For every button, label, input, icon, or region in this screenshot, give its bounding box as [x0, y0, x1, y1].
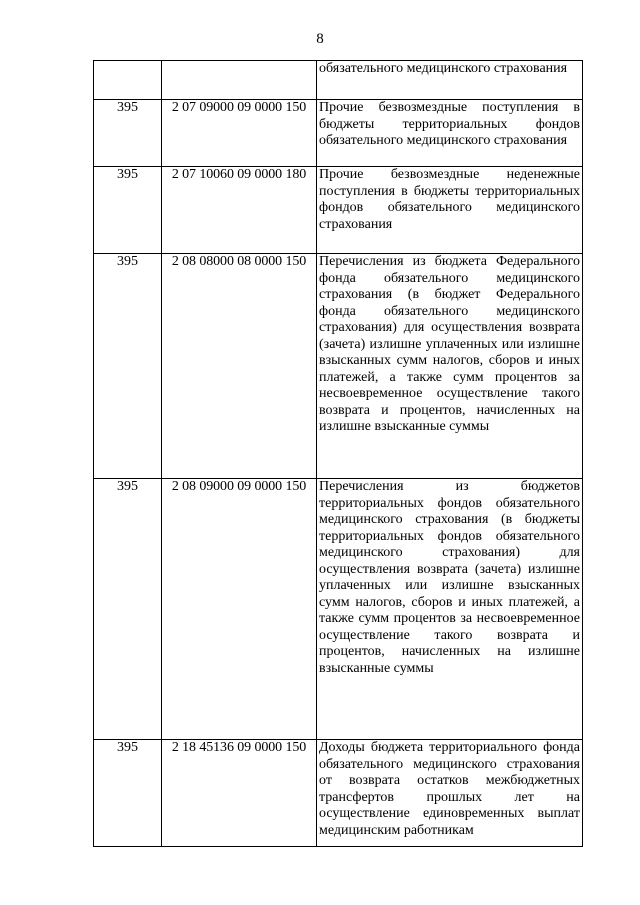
income-name-cell: [317, 61, 583, 100]
income-name-cell: [317, 254, 583, 479]
income-name-text: Прочие безвозмездные поступления в бюджеты территориальных фондов обязательного медицинского страхования: [319, 100, 580, 148]
income-name-text: Доходы бюджета территориального фонда обязательного медицинского страхования от возврата остатков межбюджетных трансфертов прошлых лет на осуществление единовременных выплат медицинским работникам: [319, 740, 580, 838]
income-name-text: Прочие безвозмездные неденежные поступления в бюджеты территориальных фондов обязательного медицинского страхования: [319, 167, 580, 232]
page-number: 8: [316, 31, 324, 47]
income-name-cell: [317, 740, 583, 847]
income-name-cell: [317, 167, 583, 254]
income-name-text: Перечисления из бюджета Федерального фонда обязательного медицинского страхования (в бюджет Федерального фонда обязательного медицинского страхования) для осуществления возврата (зачета) излишне уплаченных или излишне взысканных сумм налогов, сборов и иных платежей, а также сумм процентов за несвоевременное осуществление такого возврата и процентов, начисленных на излишне взысканные суммы: [319, 254, 580, 434]
table-row: [94, 167, 583, 254]
admin-code-cell: 395: [94, 740, 162, 847]
table-row: [94, 254, 583, 479]
admin-code-cell: 395: [94, 254, 162, 479]
admin-code-cell: 395: [94, 100, 162, 167]
income-name-text: обязательного медицинского страхования: [319, 61, 568, 76]
table-row: [94, 61, 583, 100]
admin-code-cell: [94, 61, 162, 100]
table-row: [94, 100, 583, 167]
budget-code-cell: 2 08 08000 08 0000 150: [162, 254, 317, 479]
budget-code-cell: 2 07 10060 09 0000 180: [162, 167, 317, 254]
budget-code-cell: 2 07 09000 09 0000 150: [162, 100, 317, 167]
admin-code-cell: 395: [94, 167, 162, 254]
budget-code-cell: 2 08 09000 09 0000 150: [162, 479, 317, 740]
admin-code-cell: 395: [94, 479, 162, 740]
table-row: [94, 479, 583, 740]
income-name-cell: [317, 100, 583, 167]
table-row: [94, 740, 583, 847]
budget-codes-table: [93, 60, 583, 847]
income-name-text: Перечисления из бюджетов территориальных фондов обязательного медицинского страхования (в бюджеты территориальных фондов обязательного медицинского страхования) для осуществления возврата (зачета) излишне уплаченных или излишне взысканных сумм налогов, сборов и иных платежей, а также сумм процентов за несвоевременное осуществление такого возврата и процентов, начисленных на излишне взысканные суммы: [319, 479, 580, 676]
budget-code-cell: [162, 61, 317, 100]
income-name-cell: [317, 479, 583, 740]
budget-code-cell: 2 18 45136 09 0000 150: [162, 740, 317, 847]
